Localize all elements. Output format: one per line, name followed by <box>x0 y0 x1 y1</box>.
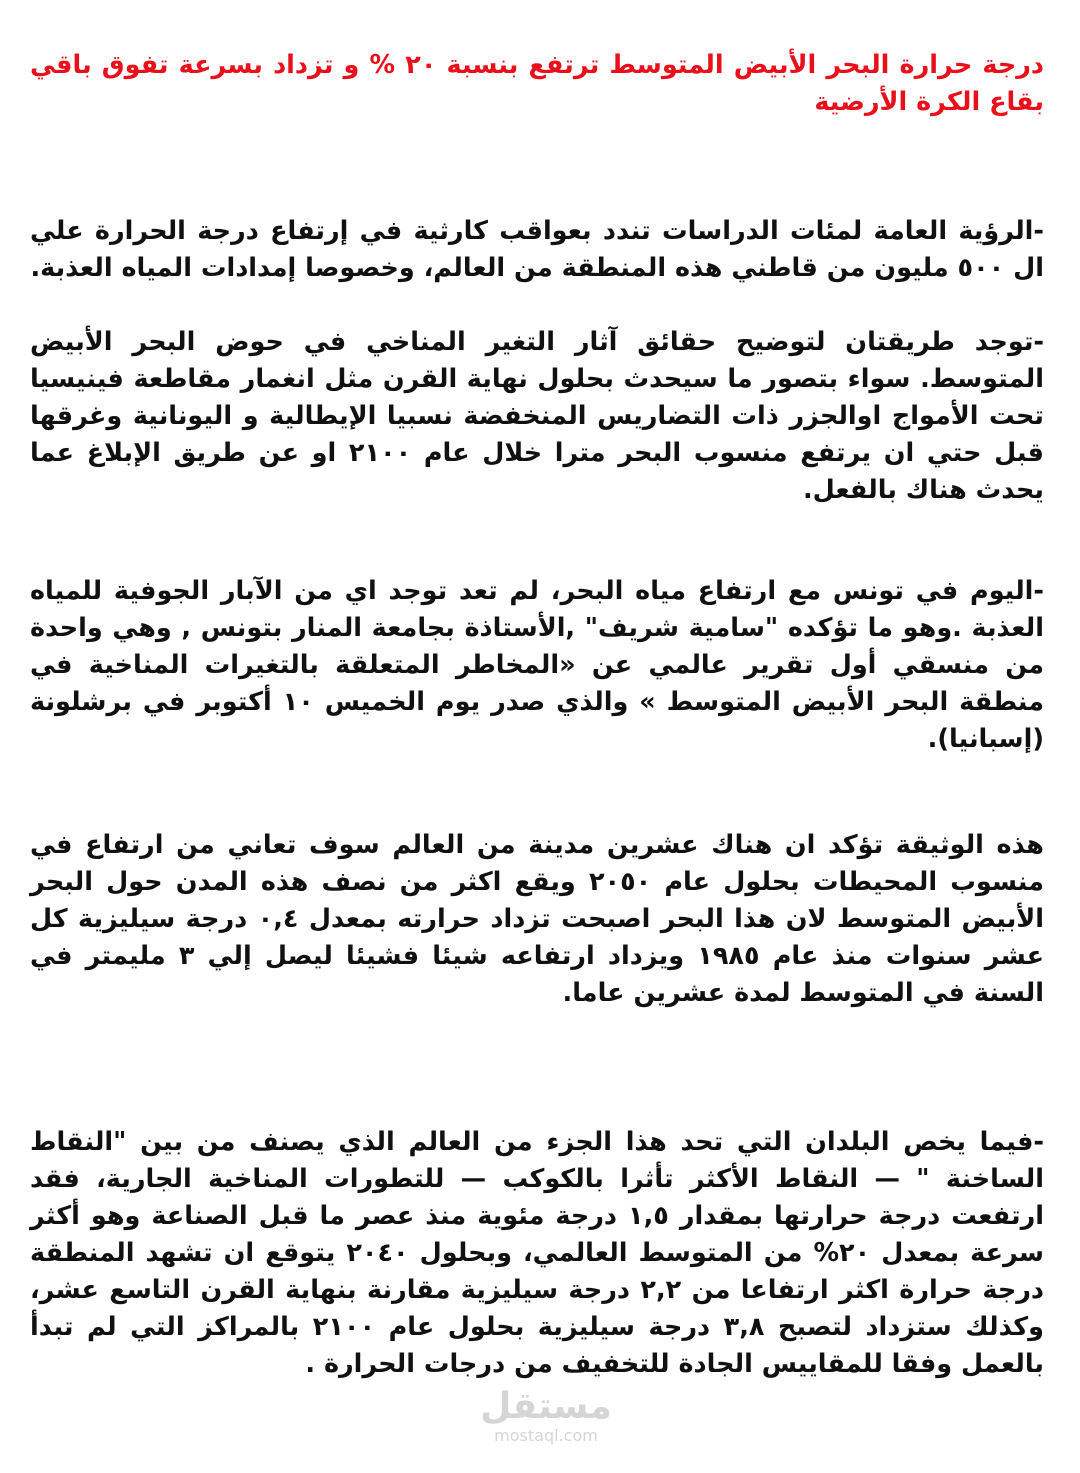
paragraph-4: هذه الوثيقة تؤكد ان هناك عشرين مدينة من العالم سوف تعاني من ارتفاع في منسوب المحيطات بحلول عام ٢٠٥٠ ويقع اكثر من نصف هذه المدن حول البحر الأبيض المتوسط لان هذا البحر اصبحت تزداد حرارته بمعدل ٠,٤ درجة سيليزية كل عشر سنوات منذ عام ١٩٨٥ ويزداد ارتفاعه شيئا فشيئا ليصل إلي ٣ مليمتر في السنة في المتوسط لمدة عشرين عاما. <box>30 830 1044 1008</box>
paragraph-1: -الرؤية العامة لمئات الدراسات تندد بعواقب كارثية في إرتفاع درجة الحرارة علي ال ٥٠٠ مليون من قاطني هذه المنطقة من العالم، وخصوصا إمدادات المياه العذبة. <box>30 216 1044 283</box>
paragraph-2: -توجد طريقتان لتوضيح حقائق آثار التغير المناخي في حوض البحر الأبيض المتوسط. سواء بتصور ما سيحدث بحلول نهاية القرن مثل انغمار مقاطعة فينيسيا تحت الأمواج اوالجزر ذات التضاريس المنخفضة نسبيا الإيطالية و اليونانية وغرقها قبل حتي ان يرتفع منسوب البحر مترا خلال عام ٢١٠٠ او عن طريق الإبلاغ عما يحدث هناك بالفعل. <box>30 327 1045 505</box>
watermark-domain: mostaql.com <box>494 1426 598 1445</box>
paragraph-3: -اليوم في تونس مع ارتفاع مياه البحر، لم تعد توجد اي من الآبار الجوفية للمياه العذبة .وهو ما تؤكده "سامية شريف" ,الأستاذة بجامعة المنار بتونس , وهي واحدة من منسقي أول تقرير عالمي عن «المخاطر المتعلقة بالتغيرات المناخية في منطقة البحر الأبيض المتوسط » والذي صدر يوم الخميس ١٠ أكتوبر في برشلونة (إسبانيا). <box>30 576 1044 754</box>
article-title: درجة حرارة البحر الأبيض المتوسط ترتفع بنسبة ٢٠ % و تزداد بسرعة تفوق باقي بقاع الكرة الأرضية <box>30 50 1044 117</box>
mostaql-watermark <box>466 1382 626 1452</box>
paragraph-5: -فيما يخص البلدان التي تحد هذا الجزء من العالم الذي يصنف من بين "النقاط الساخنة " — النقاط الأكثر تأثرا بالكوكب — للتطورات المناخية الجارية، فقد ارتفعت درجة حرارتها بمقدار ١,٥ درجة مئوية منذ عصر ما قبل الصناعة وهو أكثر سرعة بمعدل ٢٠% من المتوسط العالمي، وبحلول ٢٠٤٠ يتوقع ان تشهد المنطقة درجة حرارة اكثر ارتفاعا من ٢,٢ درجة سيليزية مقارنة بنهاية القرن التاسع عشر، وكذلك ستزداد لتصبح ٣,٨ درجة سيليزية بحلول عام ٢١٠٠ بالمراكز التي لم تبدأ بالعمل وفقا للمقاييس الجادة للتخفيف من درجات الحرارة . <box>30 1127 1045 1379</box>
mostaql-logo-icon <box>466 1382 626 1426</box>
svg-text:مستقل: مستقل <box>480 1386 612 1426</box>
